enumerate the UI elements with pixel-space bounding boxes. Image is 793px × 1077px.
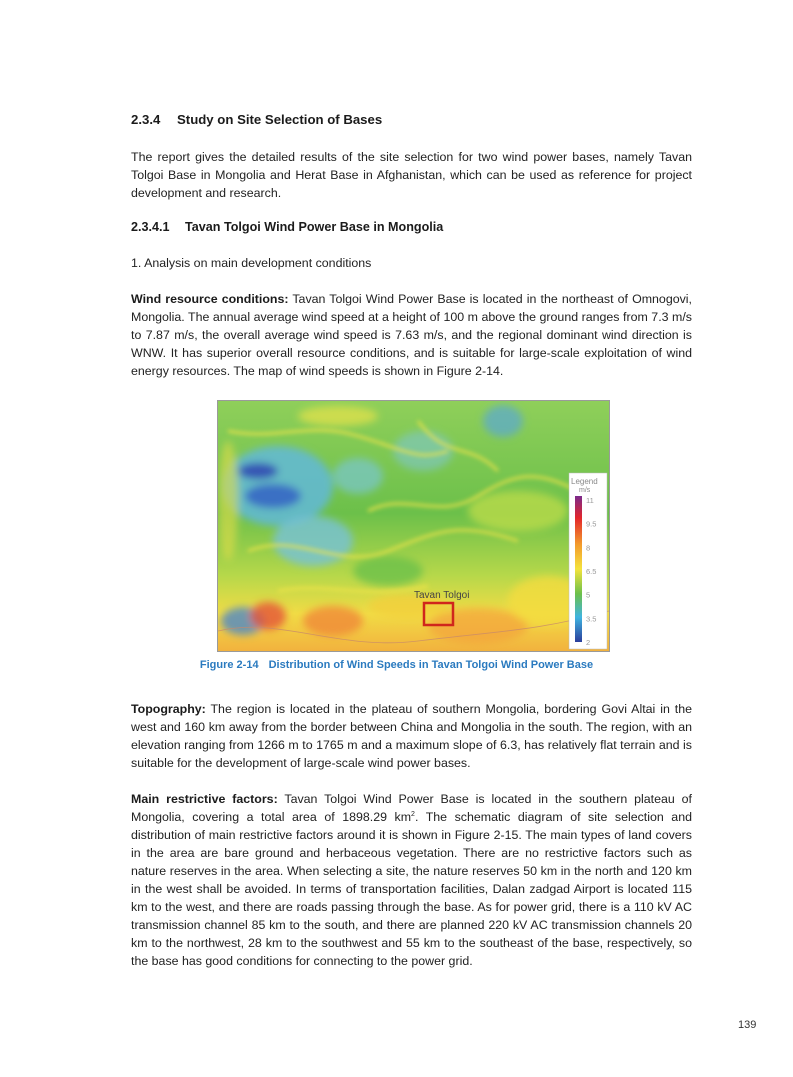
section-heading [131,112,382,127]
wind-resource-label: Wind resource conditions: [131,292,289,306]
legend [569,473,607,649]
superscript: 2 [411,810,415,818]
section-number: 2.3.4 [131,112,161,127]
topography-paragraph [131,700,692,772]
legend-tick-label: 3.5 [586,614,597,624]
restrictive-text-b: . The schematic diagram of site selection and distribution of main restrictive factors around it is shown in Figure 2-15. The main types of land covers in the area are bare ground and herbaceous vegetation. There are no restrictive factors such as nature reserves in the area. When selecting a site, the nature reserves 50 km in the north and 120 km in the west shall be avoided. In terms of transportation facilities, Dalan zadgad Airport is located 115 km to the west, and there are roads passing through the base. As for power grid, there is a 110 kV AC transmission channel 85 km to the south, and there are planned 220 kV AC transmission channels 20 km to the northwest, 28 km to the southwest and 55 km to the southeast of the base, respectively, so the base has good conditions for connecting to the power grid. [131,810,692,968]
restrictive-factors-label: Main restrictive factors: [131,792,278,806]
wind-speed-map-image [218,401,609,651]
legend-title: Legend [571,477,598,486]
site-label: Tavan Tolgoi [414,590,470,601]
restrictive-text-a: Tavan Tolgoi Wind Power Base is located in the southern plateau of Mongolia, covering a total area of 1898.29 km [131,792,692,824]
wind-resource-paragraph [131,290,692,380]
section-title: Study on Site Selection of Bases [177,112,383,127]
legend-tick-label: 6.5 [586,567,597,576]
legend-tick-label: 5 [586,590,591,600]
legend-unit: m/s [579,487,591,494]
restrictive-factors-paragraph [131,790,692,970]
legend-tick-label: 9.5 [586,519,597,529]
wind-resource-text: Tavan Tolgoi Wind Power Base is located in the northeast of Omnogovi, Mongolia. The annual average wind speed at a height of 100 m above the ground ranges from 7.3 m/s to 7.87 m/s, the overall average wind speed is 7.63 m/s, and the regional dominant wind direction is WNW. It has superior overall resource conditions, and is suitable for large-scale exploitation of wind energy resources. The map of wind speeds is shown in Figure 2-14. [131,292,692,378]
figure-number: Figure 2-14 [199,659,259,671]
subsection-number: 2.3.4.1 [131,220,170,234]
wind-speed-map [217,400,610,652]
figure-caption [0,659,793,671]
topography-text: The region is located in the plateau of southern Mongolia, bordering Govi Altai in the west and 160 km away from the border between China and Mongolia in the south. The region, with an elevation ranging from 1266 m to 1765 m and a maximum slope of 6.3, has relatively flat terrain and is suitable for the development of large-scale wind power bases. [131,702,692,770]
analysis-heading: 1. Analysis on main development conditions [131,256,372,270]
subsection-heading [131,220,443,234]
legend-tick-label: 2 [586,638,591,647]
legend-tick-label: 11 [586,496,594,505]
legend-color-bar [575,496,582,642]
figure-caption-text: Distribution of Wind Speeds in Tavan Tolgoi Wind Power Base [268,659,594,671]
page-number: 139 [738,1019,757,1031]
topography-label: Topography: [131,702,206,716]
subsection-title: Tavan Tolgoi Wind Power Base in Mongolia [185,220,444,234]
legend-tick-label: 8 [586,543,591,553]
intro-paragraph: The report gives the detailed results of the site selection for two wind power bases, namely Tavan Tolgoi Base in Mongolia and Herat Base in Afghanistan, which can be used as reference for project development and research. [131,150,692,200]
